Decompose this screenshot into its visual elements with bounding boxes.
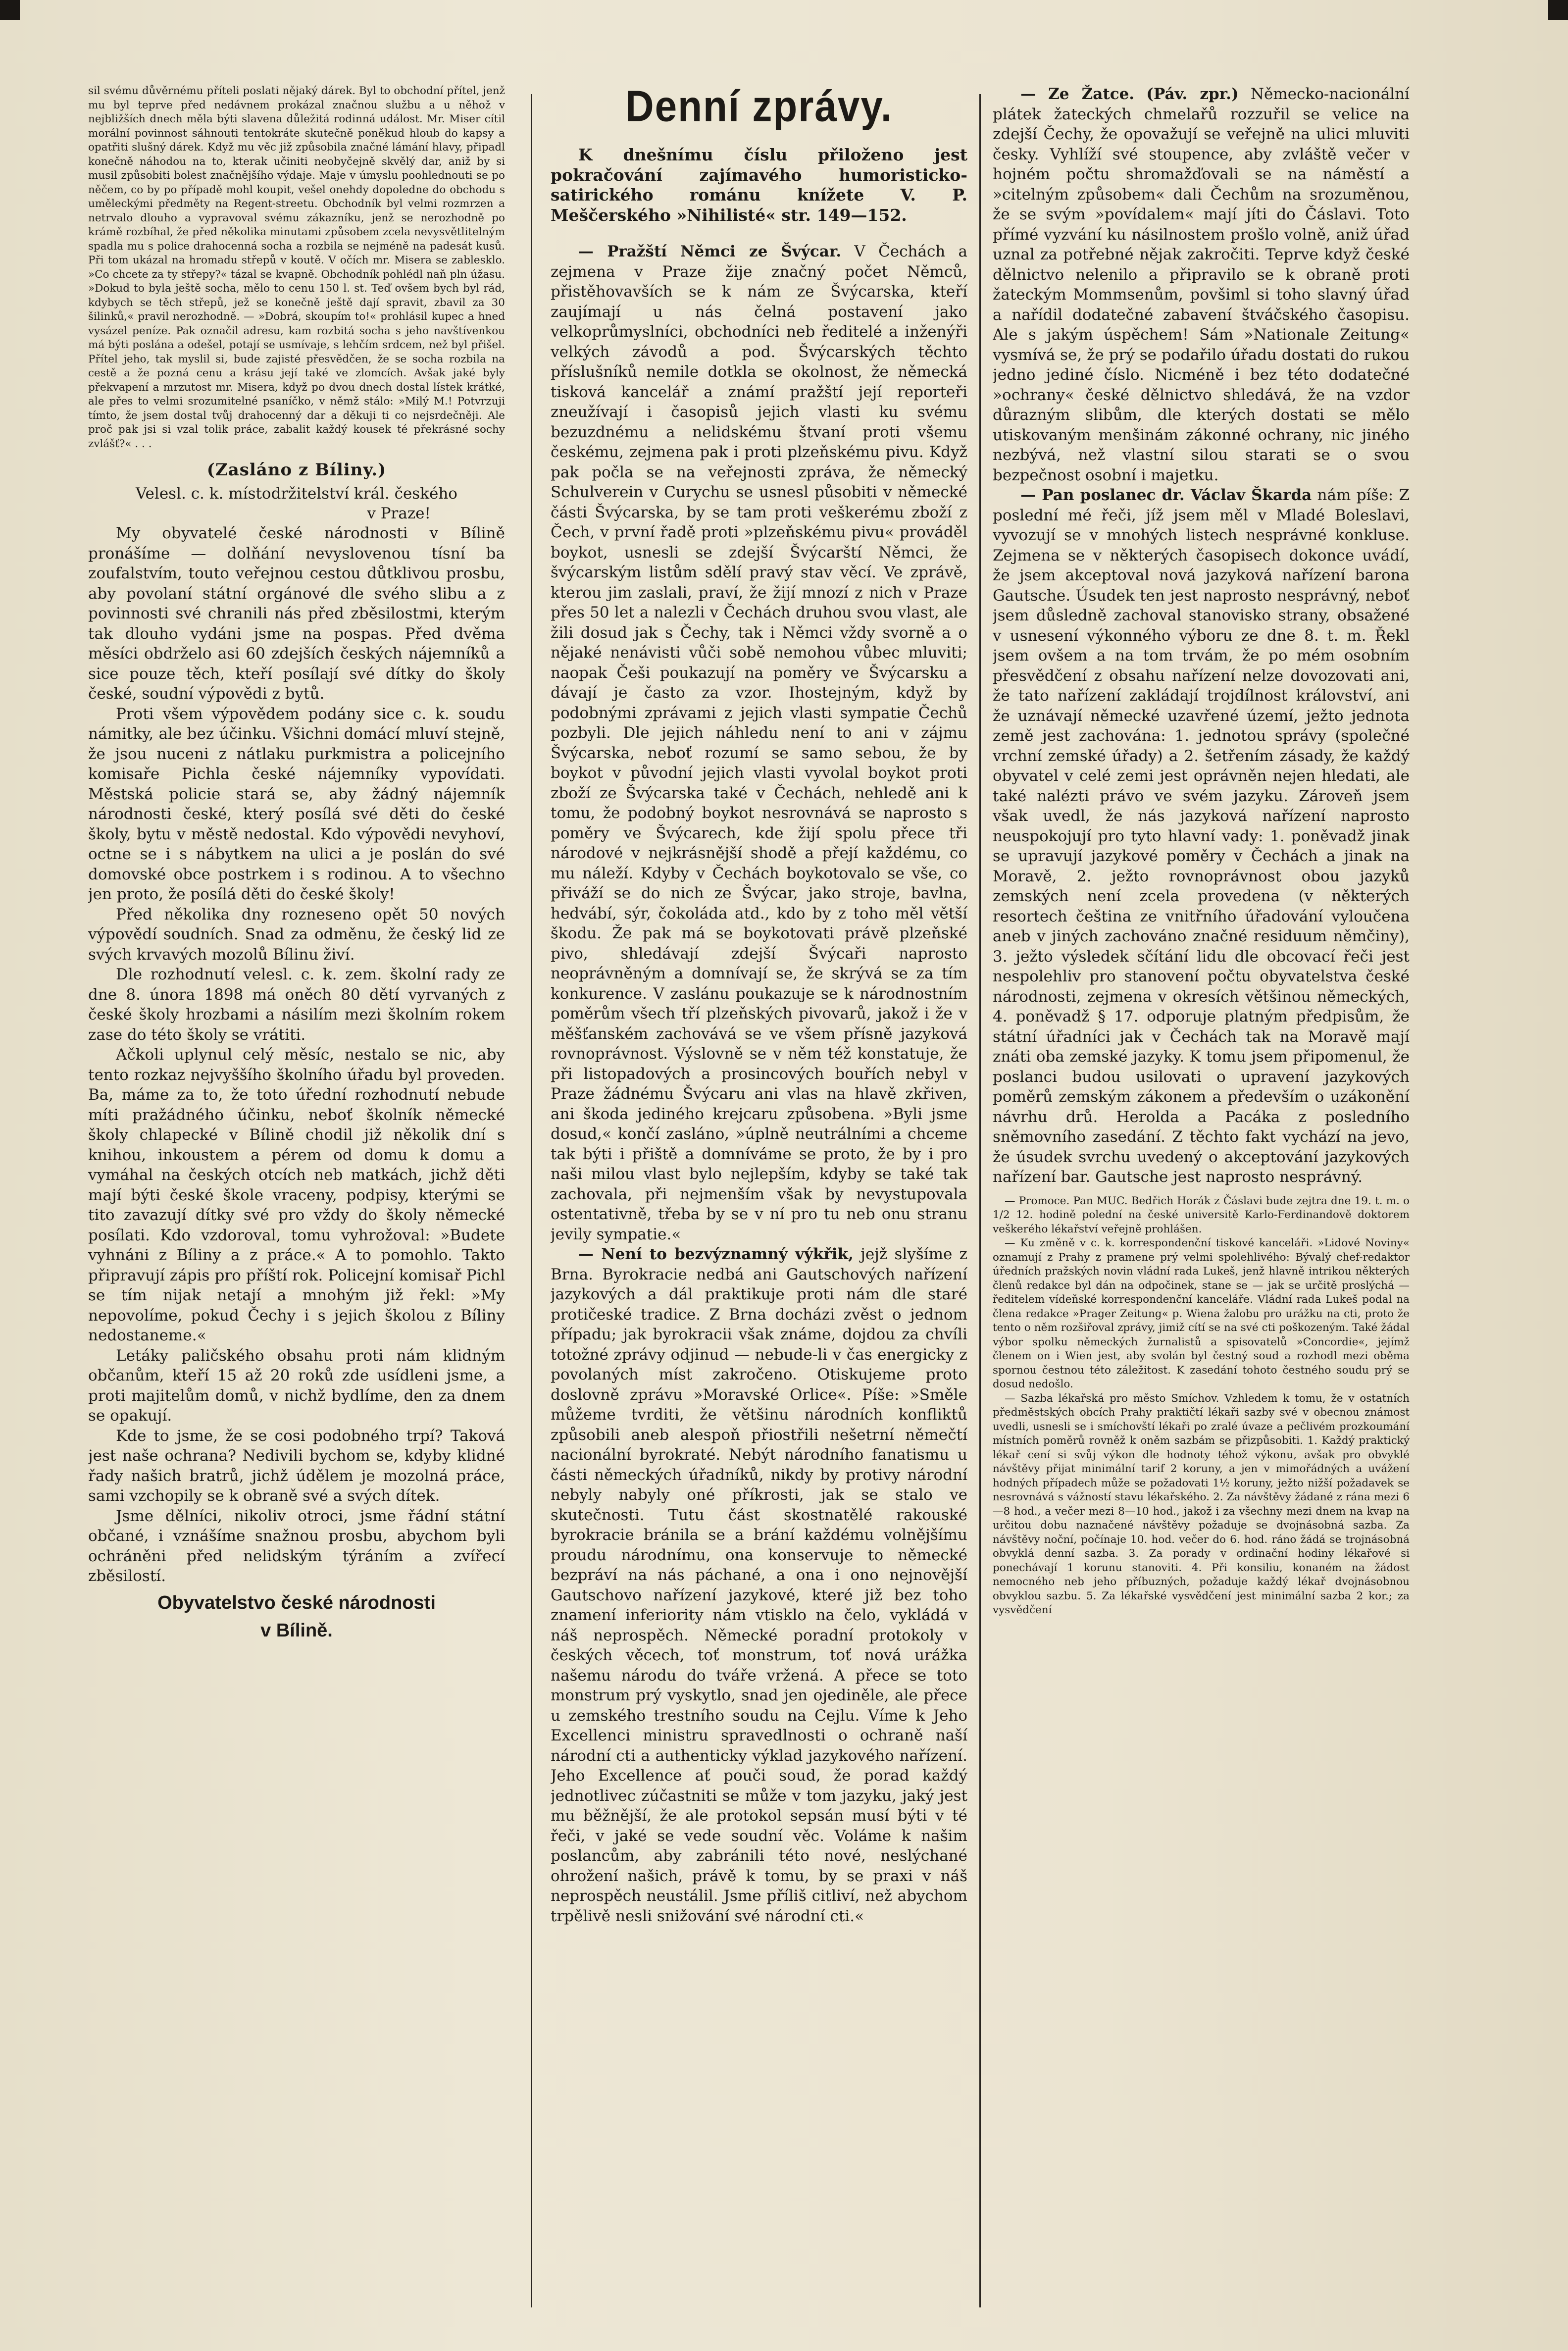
scan-corner — [0, 0, 20, 20]
lead-paragraph: K dnešnímu číslu přiloženo jest pokračování zajímavého humoristicko-satirického románu knížete V. P. Meščerského »Nihilisté« str. 149—152. — [551, 145, 967, 225]
address-line: v Praze! — [367, 505, 431, 522]
signature-line: v Bílině. — [260, 1620, 333, 1641]
column-left — [88, 84, 505, 2317]
news-paragraph: — Sazba lékařská pro město Smíchov. Vzhledem k tomu, že v ostatních předměstských obcích Prahy praktičtí lékaři sazby své v obecnou známost uvedli, usnesli se i smíchovští lékaři po zralé úvaze a pečlivém prozkoumání místních poměrů rovněž k oněm sazbám se přizpůsobiti. 1. Každý praktický lékař cení si svůj výkon dle hodnoty téhož výkonu, avšak pro obvyklé návštěvy přijat minimální tarif 2 koruny, a jen v mimořádných a uvážení hodných případech může se požadovati 1½ koruny, ježto nižší požadavek se nesrovnává s vážností stavu lékařského. 2. Za návštěvy žádané z rána mezi 6—8 hod., a večer mezi 8—10 hod., jakož i za všechny mezi dnem na kvap na určitou dobu naznačené návštěvy požaduje se dvojnásobná sazba. Za návštěvy noční, počínaje 10. hod. večer do 6. hod. ráno žádá se trojnásobná obvyklá denní sazba. 3. Za porady v ordinační hodiny lékařové si ponechávají 1 korunu stanoviti. 4. Při konsiliu, konaném na žádost nemocného neb jeho příbuzných, požaduje každý lékař dvojnásobnou obvyklou sazbu. 5. Za lékařské vysvědčení jest minimální sazba 2 kor.; za vysvědčení — [993, 1392, 1410, 1616]
column-rule — [979, 94, 981, 2307]
item-title: — Ze Žatce. — [1020, 85, 1135, 103]
zaslano-body — [88, 523, 505, 1586]
item-title: — Pan poslanec dr. Václav Škarda — [1020, 486, 1312, 504]
item-title: — Pražští Němci ze Švýcar. — [578, 243, 842, 260]
body-paragraph: Jsme dělníci, nikoliv otroci, jsme řádní státní občané, i vznášíme snažnou prosbu, abychom byli ochráněni před nelidským týráním a zvířecí zběsilostí. — [88, 1507, 505, 1585]
scan-corner — [1548, 0, 1568, 20]
letter-anecdote — [88, 84, 505, 451]
news-item-brno — [551, 1244, 967, 1926]
short-news — [993, 1194, 1410, 1618]
body-paragraph: Proti všem výpovědem podány sice c. k. soudu námitky, ale bez účinku. Všichni domácí mluví stejně, že jsou nuceni z nátlaku purkmistra a policejního komisaře Pichla české nájemníky vypovídati. Městská policie stará se, aby žádný nájemník národnosti české, který posílá své děti do české školy, bytu v městě nedostal. Kdo výpovědi nevyhoví, octne se i s nábytkem na ulici a je poslán do své domovské obce postrkem i s rodinou. A to všechno jen proto, že posílá děti do české školy! — [88, 705, 505, 903]
news-paragraph: — Promoce. Pan MUC. Bedřich Horák z Čáslavi bude zejtra dne 19. t. m. o 1/2 12. hodině polední na české universitě Karlo-Ferdinandově doktorem veškerého lékařství veřejně prohlášen. — [993, 1194, 1410, 1235]
masthead-denni-zpravy: Denní zprávy. — [625, 84, 893, 131]
spacer — [993, 1187, 1410, 1194]
signature-line: Obyvatelstvo české národnosti — [157, 1592, 436, 1613]
item-text: jejž slyšíme z Brna. Byrokracie nedbá ani Gautschových nařízení jazykových a dál praktikuje proti nám dle staré protičeské tradice. Z Brna docházi zvěst o jednom případu; jak byrokracii však známe, dojdou za chvíli totožné zprávy odjinud — nebude-li v čas energicky z povolaných míst zakročeno. Otiskujeme proto doslovně zprávu »Moravské Orlice«. Píše: »Směle můžeme tvrditi, že většinu národních konfliktů způsobili aneb alespoň přiostřili nešetrní němečtí nacionální byrokraté. Nebýt národního fanatismu u části německých úřadníků, nikdy by protivy národní nebyly nabyly oné příkrosti, jak se stalo ve skutečnosti. Tutu část skostnatělé rakouské byrokracie bránila se a brání každému volnějšímu proudu národnímu, ona konservuje to německé bezpráví na nás páchané, a ona i ono nejnovější Gautschovo nařízení jazykové, které již bez toho znamení inferiority nám vtisklo na čelo, vykládá v náš neprospěch. Německé poradní protokoly v českých věcech, toť monstrum, toť nová urážka našemu národu do tváře vržená. A přece se toto monstrum prý vyskytlo, snad jen ojediněle, ale přece u zemského trestního soudu na Cejlu. Víme k Jeho Excellenci ministru spravedlnosti o ochraně naší národní cti a authenticky výklad jazykového nařízení. Jeho Excellence ať pouči soud, že porad každý jednotlivec zúčastniti se může v tom jazyku, jaký jest mu běžnější, že ale protokol sepsán musí býti v té řeči, v jaké se vede soudní věc. Voláme k našim poslancům, aby zabránili této nové, neslýchané ohrožení našich, právě k tomu, by se praxi v náš neprospěch neustálil. Jsme příliš citliví, než abychom trpělivě nesli snižování své národní cti.« — [551, 1245, 967, 1925]
news-item-svycari — [551, 242, 967, 1244]
news-item-skarda — [993, 485, 1410, 1187]
item-text: Německo-nacionální plátek žateckých chmelařů rozzuřil se velice na zdejší Čechy, že opovažují se veřejně na ulici mluviti česky. Vyhlíží své stoupence, aby zvláště večer v hojném počtu shromažďovali se na náměstí a »citelným způsobem« dali Čechům na srozuměnou, že se svým »povídalem« mají jíti do Čáslavi. Toto přímé vyzvání ku násilnostem prošlo volně, aniž úřad uznal za potřebné nějak zakročiti. Teprve když české dělnictvo nelenilo a připravilo se k obraně proti žateckým Mommsenům, povšiml si toho slavný úřad a nařídil dodatečné zabavení štváčského časopisu. Ale s jakým úspěchem! Sám »Nationale Zeitung« vysmívá se, že prý se podařilo úřadu dostati do rukou jedno jediné číslo. Nicméně i bez této dodatečné »ochrany« české dělnictvo shledává, že na vzdor důrazným slibům, dle kterých dostati se mělo utiskovaným menšinám zákonné ochrany, nic jiného nezbývá, než vlastní silou starati se o svou bezpečnost osobní i majetku. — [993, 85, 1410, 484]
body-paragraph: Ačkoli uplynul celý měsíc, nestalo se nic, aby tento rozkaz nejvyššího školního úřadu byl proveden. Ba, máme za to, že toto úřední rozhodnutí nebude míti pražádného účinku, neboť školník německé školy chlapecké v Bílině chodil již několik dní s knihou, inkoustem a pérem od domu k domu a vymáhal na českých otcích neb matkách, jichž děti mají býti české škole vraceny, podpisy, kterými se tito zavazují dítky své pro vždy do školy německé posílati. Kdo vzdoroval, tomu vyhrožoval: »Budete vyhnáni z Bíliny a z práce.« A to pomohlo. Takto připravují zápis pro příští rok. Policejní komisař Pichl se tím nijak netají a mnohým již řekl: »My nepovolíme, pokud Čechy i s jejich školou z Bíliny nedostaneme.« — [88, 1046, 505, 1344]
column-rule — [531, 94, 532, 2307]
body-paragraph: Dle rozhodnutí velesl. c. k. zem. školní rady ze dne 8. února 1898 má oněch 80 dětí vyrvaných z české školy hrozbami a násilím mezi školním rokem zase do této školy se vrátiti. — [88, 966, 505, 1044]
column-right — [993, 84, 1410, 2317]
anecdote-paragraph: sil svému důvěrnému příteli poslati nějaký dárek. Byl to obchodní přítel, jenž mu byl teprve před nedávnem prokázal značnou službu a u něhož v nejbližších dnech měla býti slavena důležitá rodinná událost. Mr. Miser cítil morální povinnost sáhnouti tentokráte skutečně poněkud hloub do kapsy a opatřiti slušný dárek. Když mu věc již způsobila značné lámání hlavy, připadl konečně náhodou na to, kterak učiniti neobyčejně skvělý dar, aniž by si musil způsobiti bolest značnějšího výdaje. Maje v úmyslu poohlednouti se po něčem, co by po případě mohl koupit, vešel onehdy dopoledne do obchodu s uměleckými předměty na Regent-streetu. Obchodník byl velmi rozmrzen a netrvalo dlouho a vypravoval svému zákazníku, jenž se nerozhodně po krámě rozbíhal, že před několika minutami způsobem zcela nevysvětlitelným spadla mu s police drahocenná socha a rozbila se nejméně na padesát kusů. Při tom ukázal na hromadu střepů v koutě. V očích mr. Misera se zablesklo. »Co chcete za ty střepy?« tázal se kvapně. Obchodník pohlédl naň pln úžasu. »Dokud to byla ještě socha, mělo to cenu 150 l. st. Teď ovšem bych byl rád, kdybych se těch střepů, jež se konečně ještě dají spravit, zbavil za 30 šilinků,« pravil nerozhodně. — »Dobrá, skoupím to!« prohlásil kupec a hned vysázel peníze. Pak označil adresu, kam rozbitá socha s jeho navštívenkou má býti poslána a odešel, potají se usmívaje, s lehčím srdcem, než byl přišel. Přítel jeho, tak myslil si, bude zajisté přesvědčen, že se socha rozbila na cestě a že pozná cenu a krásu její také ve zlomcích. Avšak jaké byly překvapení a mrzutost mr. Misera, když po dvou dnech dostal lístek krátké, ale přes to velmi srozumitelné psaníčko, v němž stálo: »Milý M.! Potvrzuji tímto, že jsem dostal tvůj drahocenný dar a děkuji ti co nejsrdečněji. Ale proč pak jsi si vzal tolik práce, zabalit každý kousek té překrásné sochy zvlášť?« . . . — [88, 85, 505, 450]
item-source: (Páv. zpr.) — [1146, 85, 1239, 103]
item-text: nám píše: Z poslední mé řeči, jíž jsem měl v Mladé Boleslavi, vyvozují se v mnohých listech nesprávné konkluse. Zejmena se v některých časopisech dokonce uvádí, že jsem akceptoval nová jazyková nařízení barona Gautsche. Úsudek ten jest naprosto nesprávný, neboť jsem důsledně zachoval stanovisko strany, obsažené v usnesení výkonného výboru ze dne 8. t. m. Řekl jsem ovšem a na tom trvám, že po mém osobním přesvědčení z obsahu nařízení nelze dovozovati ani, že tato nařízení zakládají trojdílnost království, ani že uznávají německé uzavřené území, ježto jednota země jest zachována: 1. jednotou správy (společné vrchní zemské úřady) a 2. šetřením zásady, že každý obyvatel v celé zemi jest oprávněn nejen hledati, ale také nalézti právo ve svém jazyku. Zároveň jsem však uvedl, že nás jazyková nařízení naprosto neuspokojují pro tyto hlavní vady: 1. poněvadž jinak se upravují jazykové poměry v Čechách a jinak na Moravě, 2. ježto rovnoprávnost obou jazyků zemských není zcela provedena (v některých resortech čeština ze vnitřního úřadování vyloučena aneb v jiných zachováno značné residuum němčiny), 3. ježto výsledek sčítání lidu dle obcovací řeči jest nespolehliv pro stanovení počtu obyvatelstva české národnosti, zejmena v okresích většinou německých, 4. poněvadž § 17. odporuje platným předpisům, že státní úřadníci jak v Čechách tak na Moravě mají znáti oba zemské jazyky. K tomu jsem připomenul, že poslanci budou usilovati o upravení jazykových poměrů zemským zákonem a především o uzákonění návrhu drů. Herolda a Pacáka z posledního sněmovního zasedání. Z těchto fakt vychází na jevo, že úsudek svrchu uvedený o akceptování jazykových nařízení bar. Gautsche jest naprosto nesprávný. — [993, 486, 1410, 1186]
section-title-zaslano: (Zasláno z Bíliny.) — [206, 460, 387, 480]
news-item-zatec — [993, 84, 1410, 485]
news-paragraph: — Ku změně v c. k. korrespondenční tiskové kanceláři. »Lidové Noviny« oznamují z Prahy z pramene prý velmi spolehlivého: Bývalý chef-redaktor úředních pražských novin vládní rada Lukeš, jenž hlavně intrikou některých členů redakce byl dán na odpočinek, stane se — jak se určitě proslýchá — ředitelem vídeňské korrespondenční kanceláře. Vládní rada Lukeš podal na člena redakce »Prager Zeitung« p. Wiena žalobu pro urážku na cti, proto že tento o něm rozšiřoval zprávy, jimiž cítí se na své cti poškozeným. Také žádal výbor spolku německých žurnalistů a spisovatelů »Concordie«, jejímž členem on i Wien jest, aby svolán byl čestný soud a rozhodl mezi oběma spornou čestnou této záležitost. K zasedání tohoto čestného soudu prý se dosud nedošlo. — [993, 1237, 1410, 1390]
body-paragraph: My obyvatelé české národnosti v Bílině pronášíme — dolňání nevyslovenou tísní ba zoufalstvím, touto veřejnou cestou důtklivou prosbu, aby povolaní státní orgánové dle svého slibu a z povinnosti své chranili nás před zběsilostmi, kterým tak dlouho vydáni jsme na pospas. Před dvěma měsíci obdrželo asi 60 zdejších českých nájemníků a sice pouze těch, kteří posílají své dítky do školy české, soudní výpovědi z bytů. — [88, 524, 505, 703]
address-line: Velesl. c. k. místodržitelství král. českého — [136, 485, 457, 503]
column-middle — [551, 84, 967, 2317]
lead-notice — [551, 145, 967, 225]
item-text: V Čechách a zejmena v Praze žije značný počet Němců, přistěhovavších se k nám ze Švýcarska, kteří zaujímají u nás čelná postavení jako velkoprůmyslníci, obchodníci neb ředitelé a inženýři velkých závodů a pod. Švýcarských těchto příslušníků nemile dotkla se okolnost, že německá tisková kancelář a známí pražští její reporteři zneužívají i časopisů jejich vlasti ku svému bezuzdnému a nelidskému štvaní proti všemu českému, zejmena pak i proti plzeňskému pivu. Když pak počla se na veřejnosti zpráva, že německý Schulverein v Curychu se usnesl působiti v německé části Švýcarska, by se tam proti veškerému zboží z Čech, v první řadě proti »plzeňskému pivu« prováděl boykot, usnesli se zdejší Švýcarští Němci, že švýcarským listům sdělí pravý stav věcí. Ve zprávě, kterou jim zaslali, praví, že žijí mnozí z nich v Praze přes 50 let a nalezli v Čechách druhou svou vlast, ale žili dosud jak s Čechy, tak i Němci vždy svorně a o nějaké nenávisti vůči sobě nemohou vůbec mluviti; naopak Češi poukazují na poměry ve Švýcarsku a dávají je často za vzor. Ihostejným, když by podobnými zprávami z jejich vlasti sympatie Čechů pozbyli. Dle jejich náhledu není to ani v zájmu Švýcarska, neboť rozumí se samo sebou, že by boykot v původní jejich vlasti vyvolal boykot proti zboží ze Švýcarska také v Čechách, nehledě ani k tomu, že podobný boykot nesrovnává se naprosto s poměry ve Švýcarech, kde žijí spolu přece tři národové v nejkrásnější shodě a přejí každému, co mu náleží. Kdyby v Čechách boykotovalo se vše, co přiváží se do nich ze Švýcar, jako stroje, bavlna, hedvábí, sýr, čokoláda atd., kdo by z toho měl větší škodu. Že pak má se boykotovati právě plzeňské pivo, shledávají zdejší Švýcaři naprosto neoprávněným a domnívají se, že skrývá se za tím konkurence. V zaslánu poukazuje se k národnostním poměrům všech tří plzeňských pivovarů, jakož i že v měšťanském zachovává se ve všem přísně jazyková rovnoprávnost. Výslovně se v něm též konstatuje, že při listopadových a prosincových bouřích nebyl v Praze žádnému Švýcaru ani vlas na hlavě zkřiven, ani škoda jediného krejcaru způsobena. »Byli jsme dosud,« končí zasláno, »úplně neutrálními a chceme tak býti i přiště a domníváme se proto, že by i pro naši milou vlast bylo nejlepším, kdyby se také tak zachovala, při nejmenším však by nevystupovala ostentativně, třeba by se v ní pro tu neb onu stranu jevily sympatie.« — [551, 243, 967, 1243]
item-title: — Není to bezvýznamný výkřik, — [578, 1245, 854, 1263]
body-paragraph: Před několika dny rozneseno opět 50 nových výpovědí soudních. Snad za odměnu, že český lid ze svých krvavých mozolů Bílinu živí. — [88, 905, 505, 964]
body-paragraph: Kde to jsme, že se cosi podobného trpí? Taková jest naše ochrana? Nedivili bychom se, kdyby klidné řady našich bratrů, jichž údělem je mozolná práce, sami vzchopily se k obraně své a svých dítek. — [88, 1427, 505, 1505]
body-paragraph: Letáky paličského obsahu proti nám klidným občanům, kteří 15 až 20 roků zde usídleni jsme, a proti majitelům domů, v nichž bydlíme, den za dnem se opakují. — [88, 1346, 505, 1425]
